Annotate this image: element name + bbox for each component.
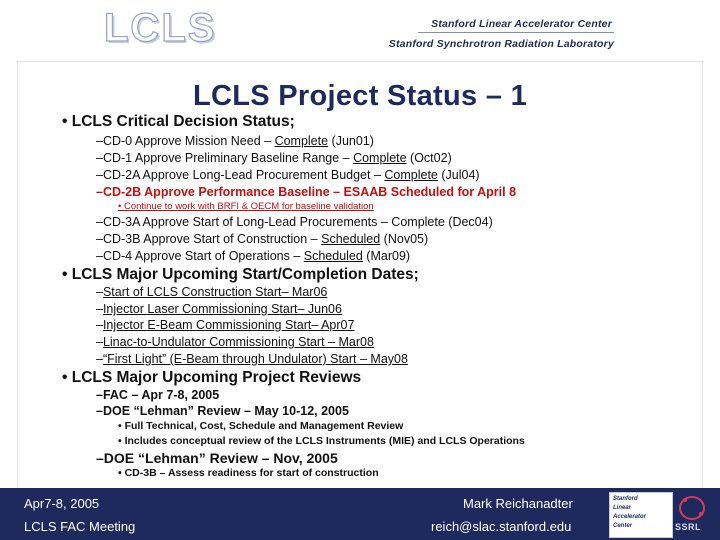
reviews-heading: • LCLS Major Upcoming Project Reviews xyxy=(62,369,362,386)
date-item-dash: – xyxy=(96,318,103,332)
cd1-date: (Oct02) xyxy=(406,151,452,165)
date-item-text: Start of LCLS Construction Start– Mar06 xyxy=(102,285,328,299)
review-doe-nov: –DOE “Lehman” Review – Nov, 2005 xyxy=(96,450,338,466)
footer-presenter: Mark Reichanadter xyxy=(463,496,573,511)
cd2a-date: (Jul04) xyxy=(437,168,480,182)
cd1-status: Complete xyxy=(353,151,407,165)
cd0-line xyxy=(96,134,374,148)
date-item-dash: – xyxy=(96,335,103,349)
date-item-dash: – xyxy=(96,302,103,316)
cd2b-line: –CD-2B Approve Performance Baseline – ESAAB Scheduled for April 8 xyxy=(96,185,517,199)
cd4-line xyxy=(96,249,410,263)
cd3b-status: Scheduled xyxy=(321,232,381,246)
cd0-status: Complete xyxy=(274,134,329,148)
date-item-dash: – xyxy=(96,285,103,299)
date-item-text: Injector E-Beam Commissioning Start– Apr07 xyxy=(102,318,355,332)
cd3b-line xyxy=(96,232,428,246)
institution-slac: Stanford Linear Accelerator Center xyxy=(431,18,612,30)
date-item xyxy=(96,318,354,332)
cd1-line xyxy=(96,151,452,165)
cd2a-line xyxy=(96,168,480,182)
slac-logo-text: Stanford xyxy=(613,496,638,502)
footer-email: reich@slac.stanford.edu xyxy=(431,519,572,534)
footer-meeting: LCLS FAC Meeting xyxy=(24,519,136,534)
cd3a-line: –CD-3A Approve Start of Long-Lead Procurements – Complete (Dec04) xyxy=(96,215,493,229)
cd3b-date: (Nov05) xyxy=(380,232,429,246)
cd1-text: –CD-1 Approve Preliminary Baseline Range – xyxy=(96,151,354,165)
cd0-date: (Jun01) xyxy=(328,134,374,148)
date-item xyxy=(96,352,408,366)
slac-logo-text: Center xyxy=(613,523,633,529)
ssrl-ring-icon xyxy=(676,494,708,524)
cd2a-status: Complete xyxy=(384,168,438,182)
date-item xyxy=(96,335,374,349)
lcls-header-logo: LCLS xyxy=(104,6,217,50)
cd0-text: –CD-0 Approve Mission Need – xyxy=(96,134,275,148)
date-item-dash: – xyxy=(96,352,103,366)
cd4-status: Scheduled xyxy=(303,249,363,263)
date-item-text: Linac-to-Undulator Commissioning Start – Mar08 xyxy=(102,335,374,349)
review-fac: –FAC – Apr 7-8, 2005 xyxy=(96,388,220,402)
cd4-text: –CD-4 Approve Start of Operations – xyxy=(96,249,304,263)
review-doe-may: –DOE “Lehman” Review – May 10-12, 2005 xyxy=(96,404,349,418)
date-item xyxy=(96,302,342,316)
ssrl-logo-text: SSRL xyxy=(675,522,702,532)
slac-logo-text: Linear xyxy=(613,505,632,511)
review-doe-may-note: • Full Technical, Cost, Schedule and Management Review xyxy=(118,420,404,432)
dates-heading: • LCLS Major Upcoming Start/Completion Dates; xyxy=(62,266,419,283)
cd3b-text: –CD-3B Approve Start of Construction – xyxy=(96,232,322,246)
slac-logo xyxy=(609,492,673,538)
date-item xyxy=(96,285,327,299)
critical-decision-heading: • LCLS Critical Decision Status; xyxy=(62,113,295,130)
date-item-text: Injector Laser Commissioning Start– Jun06 xyxy=(102,302,342,316)
cd2b-note: • Continue to work with BRFI & OECM for baseline validation xyxy=(118,201,374,212)
review-doe-nov-note: • CD-3B – Assess readiness for start of construction xyxy=(118,467,379,479)
footer-date: Apr7-8, 2005 xyxy=(24,496,100,511)
date-item-text: “First Light” (E-Beam through Undulator) Start – May08 xyxy=(102,352,408,366)
cd2a-text: –CD-2A Approve Long-Lead Procurement Budget – xyxy=(96,168,385,182)
review-doe-may-note: • Includes conceptual review of the LCLS Instruments (MIE) and LCLS Operations xyxy=(118,435,525,447)
slide-title: LCLS Project Status – 1 xyxy=(192,80,528,112)
header-divider xyxy=(418,32,614,33)
cd4-date: (Mar09) xyxy=(362,249,411,263)
institution-ssrl: Stanford Synchrotron Radiation Laboratory xyxy=(388,38,614,50)
slac-logo-text: Accelerator xyxy=(613,514,647,520)
